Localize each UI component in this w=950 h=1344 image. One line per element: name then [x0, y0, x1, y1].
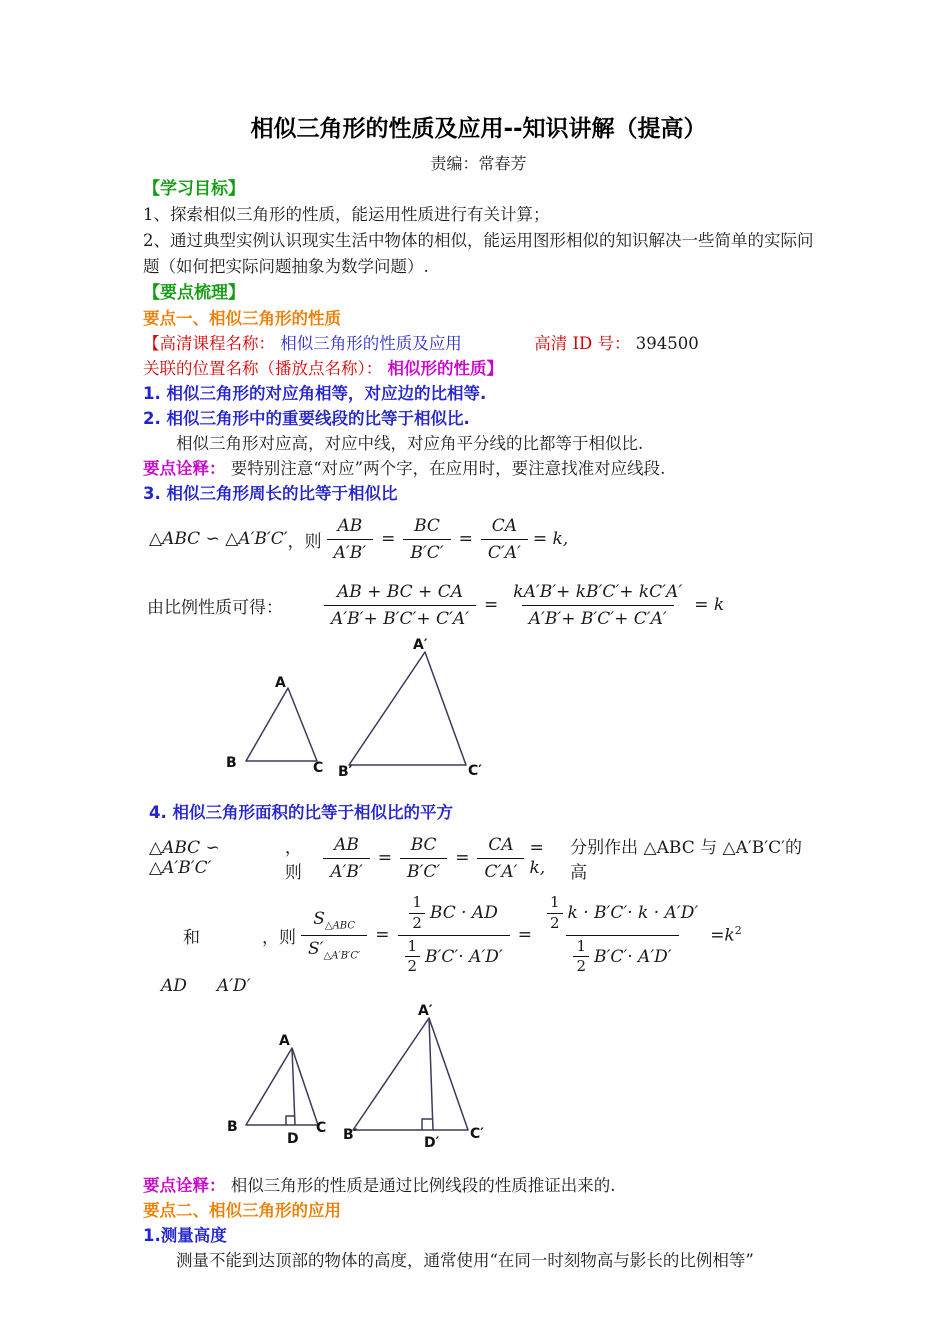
- equation-area-row: [183, 895, 814, 975]
- altitude-ad-line: [292, 1048, 295, 1125]
- similar-triangles-altitudes-figure: [213, 1003, 503, 1161]
- triangle-a2b2c2: [349, 652, 466, 765]
- point2-header: 要点二、相似三角形的应用: [143, 1201, 341, 1220]
- equals-sign: =: [455, 848, 470, 868]
- goal-item-1: 1、探索相似三角形的性质，能运用性质进行有关计算；: [143, 205, 550, 224]
- altitude-a2d2-line: [429, 1018, 433, 1130]
- property-item-2: 2. 相似三角形中的重要线段的比等于相似比.: [143, 409, 470, 428]
- editor-line: 责编：常春芳: [430, 154, 527, 173]
- vertex-label-c: C: [316, 1120, 327, 1136]
- outline-header: 【要点梳理】: [143, 283, 245, 303]
- altitude-ad: AD: [161, 976, 187, 996]
- altitude-symbols: [161, 975, 814, 997]
- equals-sign: =: [517, 925, 532, 945]
- vertex-label-c2: C′: [468, 763, 482, 779]
- eq3-then: ，则: [284, 838, 302, 883]
- eq2-tail: = k: [694, 595, 725, 615]
- one-half: 1 2: [405, 939, 421, 976]
- vertex-label-d2: D′: [424, 1135, 440, 1151]
- eq3-suffix: 分别作出 △ABC 与 △A′B′C′的高: [570, 838, 802, 883]
- eq2-lead: 由比例性质可得：: [147, 597, 283, 618]
- equals-sign: =: [458, 529, 473, 549]
- application-item-1-body: 测量不能到达顶部的物体的高度，通常使用“在同一时刻物高与影长的比例相等”: [176, 1251, 754, 1270]
- note-2-label: 要点诠释：: [143, 1176, 226, 1195]
- fraction-ab: $\frac{AB}{A'B'}$: [327, 516, 374, 563]
- eq1-then: ，则: [287, 531, 322, 552]
- triangle-abc: [246, 1048, 318, 1125]
- property-item-2-body: 相似三角形对应高，对应中线，对应角平分线的比都等于相似比.: [176, 434, 644, 453]
- one-half: 1 2: [409, 895, 425, 932]
- fraction-perimeter-2: $\frac{kA'B'+ kB'C'+ kC'A'}{A'B'+ B'C'+ C'A'}$: [513, 581, 683, 629]
- fraction-half-products-1: 1 2 BC · AD 1 2 B′C′· A′D′: [398, 895, 510, 975]
- eq4-tail: $=k^2$: [710, 924, 742, 946]
- vertex-label-c: C: [313, 760, 324, 776]
- hd-position-line: [143, 356, 814, 381]
- learning-goal-header: 【学习目标】: [143, 179, 245, 199]
- fraction-bc: $\frac{BC}{B'C'}$: [403, 516, 450, 563]
- application-item-1: 1.测量高度: [143, 1226, 227, 1245]
- vertex-label-b: B: [227, 1119, 238, 1135]
- one-half: 1 2: [547, 895, 563, 932]
- property-item-4: 4. 相似三角形面积的比等于相似比的平方: [149, 803, 453, 822]
- property-item-3: 3. 相似三角形周长的比等于相似比: [143, 484, 398, 503]
- hd-id-value: 394500: [635, 334, 699, 353]
- vertex-label-b2: B′: [338, 764, 353, 780]
- page-title: 相似三角形的性质及应用--知识讲解（提高）: [250, 116, 707, 142]
- right-angle-mark: [422, 1119, 433, 1130]
- fraction-half-products-2: 1 2 k · B′C′· k · A′D′ 1 2 B′C′· A′D′: [540, 895, 705, 975]
- fraction-bc: $\frac{BC}{B'C'}$: [400, 835, 447, 882]
- similar-triangles-figure: [213, 636, 493, 788]
- point1-header: 要点一、相似三角形的性质: [143, 309, 341, 328]
- altitude-a2d2: A′D′: [216, 976, 251, 996]
- equals-sign: =: [375, 925, 390, 945]
- vertex-label-a: A: [275, 675, 286, 691]
- eq1-lead: △ABC ∽ △A′B′C′: [149, 529, 288, 549]
- fraction-ca: $\frac{CA}{C'A'}$: [481, 516, 528, 563]
- hd-course-line: [143, 331, 814, 356]
- hd-course-label: 【高清课程名称：: [143, 334, 275, 353]
- equation-similar-ratio: [149, 510, 814, 568]
- triangle-abc: [246, 688, 317, 761]
- vertex-label-a2: A′: [413, 637, 428, 653]
- hd-course-name: 相似三角形的性质及应用: [280, 334, 462, 353]
- note-2-text: 相似三角形的性质是通过比例线段的性质推证出来的.: [230, 1176, 616, 1195]
- fraction-ab: $\frac{AB}{A'B'}$: [323, 835, 370, 882]
- note-2: [143, 1173, 814, 1198]
- hd-position-label: 关联的位置名称（播放点名称）：: [143, 359, 383, 378]
- eq1-tail: = k,: [532, 529, 569, 549]
- eq4-pre2: ，则: [262, 927, 296, 948]
- equals-sign: =: [377, 848, 392, 868]
- vertex-label-b: B: [226, 755, 237, 771]
- fraction-ca: $\frac{CA}{C'A'}$: [477, 835, 524, 882]
- fraction-areas: $\frac{S_{\triangle ABC}}{S'_{\triangle A'B'C'}}$: [301, 909, 367, 961]
- fraction-perimeter-1: $\frac{AB + BC + CA}{A'B'+ B'C'+ C'A'}$: [324, 582, 476, 629]
- note-1-text: 要特别注意“对应”两个字，在应用时，要注意找准对应线段.: [230, 459, 666, 478]
- property-item-1: 1. 相似三角形的对应角相等，对应边的比相等.: [143, 384, 487, 403]
- equation-area-ratio: [143, 895, 814, 997]
- triangle-a2b2c2: [353, 1018, 468, 1130]
- eq3-tail: = k,: [529, 838, 546, 878]
- note-1-label: 要点诠释：: [143, 459, 226, 478]
- vertex-label-d: D: [287, 1131, 299, 1147]
- vertex-label-c2: C′: [470, 1126, 484, 1142]
- eq4-pre1: 和: [183, 927, 200, 948]
- equals-sign: =: [381, 529, 396, 549]
- vertex-label-a2: A′: [418, 1003, 433, 1019]
- one-half: 1 2: [573, 939, 589, 976]
- equation-perimeter-ratio: [147, 576, 814, 634]
- hd-id-label: 高清 ID 号：: [534, 334, 631, 353]
- vertex-label-a: A: [279, 1033, 290, 1049]
- note-1: [143, 456, 814, 481]
- hd-position-value: 相似形的性质】: [387, 359, 503, 378]
- equals-sign: =: [484, 595, 499, 615]
- vertex-label-b2: B′: [343, 1127, 358, 1143]
- equation-area-ratio-lead: [149, 829, 814, 887]
- eq3-lead: △ABC ∽ △A′B′C′: [149, 838, 220, 878]
- goal-item-2: 2、通过典型实例认识现实生活中物体的相似，能运用图形相似的知识解决一些简单的实际问题（如何把实际问题抽象为数学问题）.: [143, 231, 814, 276]
- right-angle-mark: [286, 1116, 295, 1125]
